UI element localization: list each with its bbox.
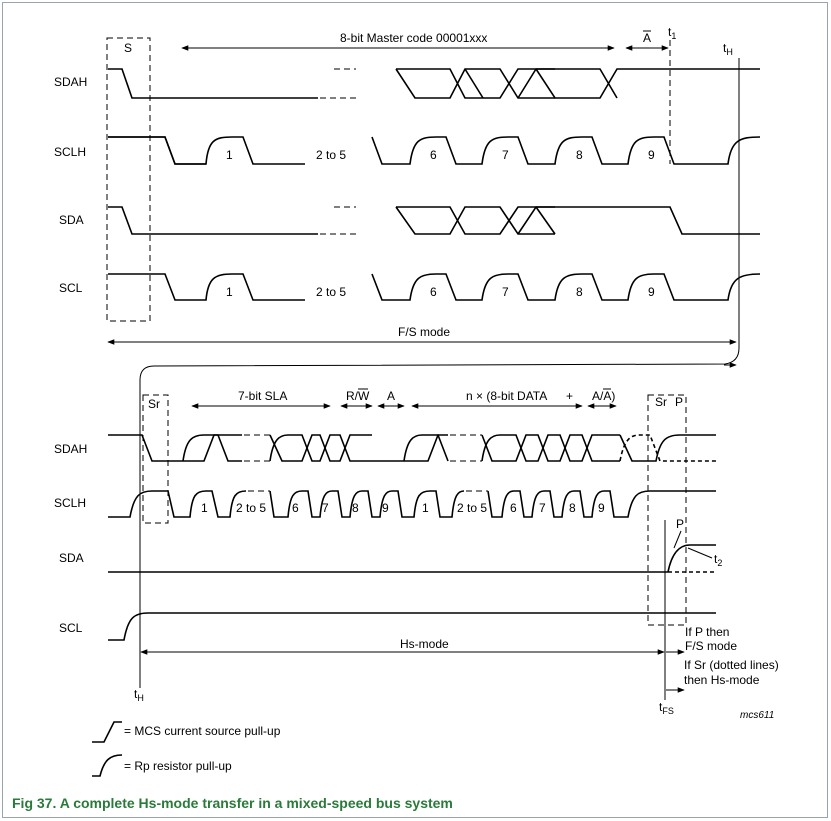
clk-top-6-scl: 6 [430,285,437,299]
clk-bottom-2b: 2 to 5 [457,501,488,515]
signal-label-sclh-top: SCLH [54,145,87,159]
abar-label: A [643,31,652,45]
clk-bottom-9a: 9 [382,501,389,515]
signal-label-sda-top: SDA [59,213,84,227]
sda-top-waveform [108,207,760,234]
clk-top-7-sclh: 7 [502,148,509,162]
clk-top-1-sclh: 1 [226,148,233,162]
start-label: S [124,41,133,55]
clk-top-1-scl: 1 [226,285,233,299]
sda-bottom-waveform [108,545,716,572]
if-sr-label: If Sr (dotted lines) [684,658,779,672]
clk-bottom-8a: 8 [352,501,359,515]
th-top-label: $t_H$ [723,41,733,57]
clk-bottom-8b: 8 [569,501,576,515]
p2-label: P [676,517,685,531]
then-hs-label: then Hs-mode [684,673,760,687]
clk-bottom-6a: 6 [292,501,299,515]
clk-bottom-1a: 1 [201,501,208,515]
sclh-bottom-waveform [108,491,716,517]
reference-code: mcs611 [740,710,775,721]
t2-label: $t_2$ [714,552,723,568]
scl-bottom-waveform [108,613,716,640]
signal-label-sdah-bottom: SDAH [54,442,88,456]
master-code-label: 8-bit Master code 00001xxx [340,31,488,45]
clk-top-2-sclh: 2 to 5 [316,148,347,162]
t1-label: $t_1$ [668,25,677,41]
sla-label: 7-bit SLA [238,389,288,403]
clk-top-6-sclh: 6 [430,148,437,162]
legend-rp-label: = Rp resistor pull-up [124,759,232,773]
clk-top-9-scl: 9 [648,285,655,299]
signal-label-scl-top: SCL [59,281,83,295]
clk-bottom-2a: 2 to 5 [236,501,267,515]
a-label: A [387,389,396,403]
sr-p-box [648,395,686,625]
rw-label: R/W [346,389,370,403]
sr-label: Sr [148,397,160,411]
th-bottom-label: $t_H$ [134,687,144,703]
a-abar-label: A/A) [592,389,616,403]
sr2-label: Sr [655,395,667,409]
clk-bottom-9b: 9 [598,501,605,515]
plus-label: + [566,389,574,403]
tfs-label: $t_{FS}$ [659,700,674,716]
signal-label-sdah-top: SDAH [54,75,88,89]
hs-mode-label: Hs-mode [400,637,449,651]
sr-box [143,395,168,523]
legend-mcs-label: = MCS current source pull-up [124,724,281,738]
signal-label-sclh-bottom: SCLH [54,496,87,510]
clk-bottom-1b: 1 [422,501,429,515]
legend-rp-symbol [92,755,122,776]
data-label: n × (8-bit DATA [466,389,548,403]
clk-bottom-7b: 7 [539,501,546,515]
clk-bottom-6b: 6 [510,501,517,515]
sdah-bottom-waveform [108,435,716,461]
clk-top-7-scl: 7 [502,285,509,299]
clk-bottom-7a: 7 [322,501,329,515]
fs-mode-label: F/S mode [398,325,451,339]
fs-mode2-label: F/S mode [685,639,738,653]
signal-label-scl-bottom: SCL [59,621,83,635]
signal-label-sda-bottom: SDA [59,551,84,565]
clk-top-9-sclh: 9 [648,148,655,162]
clk-top-8-sclh: 8 [576,148,583,162]
start-condition-box [107,38,150,321]
clk-top-8-scl: 8 [576,285,583,299]
if-p-label: If P then [685,625,730,639]
p-label: P [675,395,684,409]
figure-caption: Fig 37. A complete Hs-mode transfer in a mixed-speed bus system [12,795,453,811]
clk-top-2-scl: 2 to 5 [316,285,347,299]
legend-mcs-symbol [92,722,122,742]
sdah-top-waveform [108,69,760,98]
